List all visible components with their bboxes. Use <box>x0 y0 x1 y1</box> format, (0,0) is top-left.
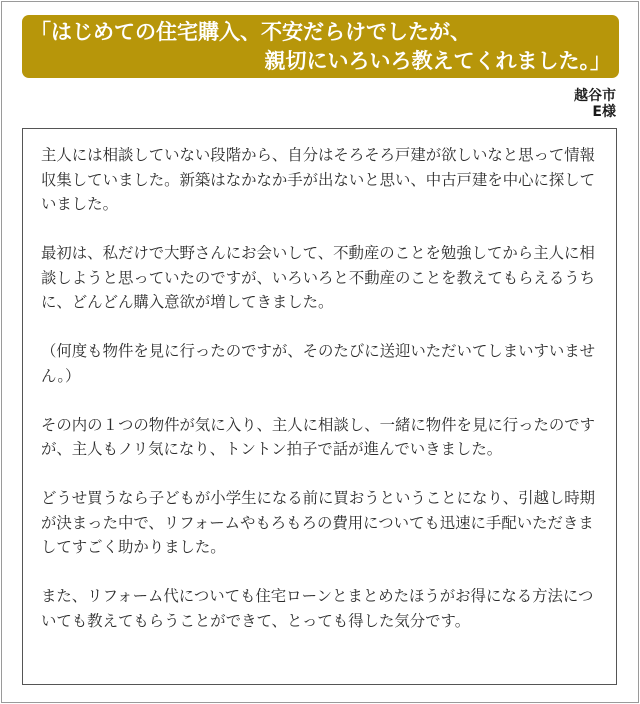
paragraph: 最初は、私だけで大野さんにお会いして、不動産のことを勉強してから主人に相談しようと思っていたのですが、いろいろと不動産のことを教えてもらえるうちに、どんどん購入意欲が増してきました。 <box>41 244 596 311</box>
paragraph: また、リフォーム代についても住宅ローンとまとめたほうがお得になる方法についても教えてもらうことができて、とっても得した気分です。 <box>41 587 594 630</box>
customer-info <box>574 88 616 120</box>
paragraph: 主人には相談していない段階から、自分はそろそろ戸建が欲しいなと思って情報収集していました。新築はなかなか手が出ないと思い、中古戸建を中心に探していました。 <box>41 146 596 213</box>
testimonial-box <box>22 128 617 685</box>
customer-city: 越谷市 <box>574 88 616 104</box>
headline-line-1: 「はじめての住宅購入、不安だらけでしたが、 <box>30 20 471 44</box>
headline-banner <box>22 15 619 78</box>
headline-line-2: 親切にいろいろ教えてくれました。」 <box>264 49 611 73</box>
paragraph: （何度も物件を見に行ったのですが、そのたびに送迎いただいてしまいすいません。） <box>41 342 596 385</box>
testimonial-body <box>41 143 607 633</box>
customer-name: E様 <box>592 104 616 120</box>
paragraph: どうせ買うなら子どもが小学生になる前に買おうということになり、引越し時期が決まった中で、リフォームやもろもろの費用についても迅速に手配いただきましてすごく助かりました。 <box>41 489 596 556</box>
paragraph: その内の１つの物件が気に入り、主人に相談し、一緒に物件を見に行ったのですが、主人もノリ気になり、トントン拍子で話が進んでいきました。 <box>41 415 596 458</box>
testimonial-frame <box>1 1 639 703</box>
